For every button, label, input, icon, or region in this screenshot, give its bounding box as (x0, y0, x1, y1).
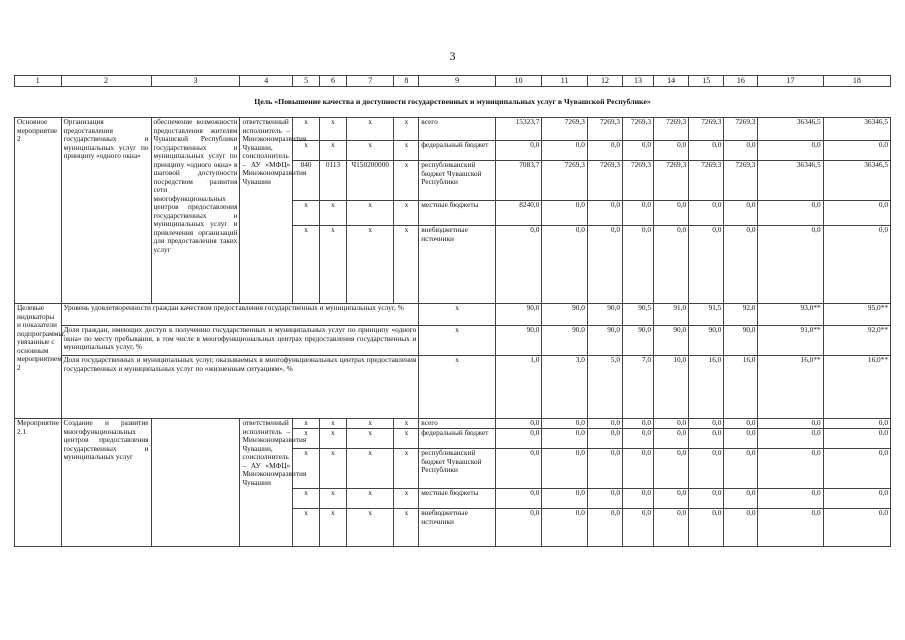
value-cell: 0,0 (495, 141, 542, 161)
event-title: Создание и развитие многофункциональных центров предоставления государственных и муниципальных услуг (61, 419, 151, 547)
budget-code: x (394, 489, 419, 509)
value-cell: 0,0 (758, 419, 823, 429)
value-cell: 0,0 (689, 419, 724, 429)
indicator-text: Доля государственных и муниципальных услуг, оказываемых в многофункциональных центрах предоставления государственных и муниципальных услуг по «жизненным ситуациям», % (61, 356, 419, 419)
budget-code: x (346, 509, 394, 547)
value-cell: 0,0 (758, 449, 823, 489)
value-cell: 0,0 (495, 449, 542, 489)
value-cell: 91,5 (689, 304, 724, 326)
indicator-row (15, 304, 891, 326)
col-num: 11 (542, 76, 588, 87)
value-cell: 16,0 (689, 356, 724, 419)
budget-code: x (394, 419, 419, 429)
event-result: обеспечение возможности предоставления жителям Чувашской Республики государственных и муниципальных услуг по принципу «одного окна» в шаговой доступности посредством развития сети многофункциональных центров предоставления государственных и муниципальных услуг и привлечения организаций для предоставления таких услуг (151, 118, 240, 304)
indicator-row (15, 356, 891, 419)
value-cell: 0,0 (542, 141, 588, 161)
col-num: 14 (654, 76, 689, 87)
value-cell: 90,0 (654, 326, 689, 356)
funding-source: внебюджетные источники (419, 509, 496, 547)
col-num: 16 (724, 76, 758, 87)
value-cell: 0,0 (542, 226, 588, 304)
value-cell: 0,0 (689, 449, 724, 489)
budget-code: x (346, 429, 394, 449)
value-cell: 36346,5 (823, 118, 890, 141)
value-cell: 0,0 (758, 509, 823, 547)
value-cell: 0,0 (724, 141, 758, 161)
value-cell: 0,0 (542, 449, 588, 489)
budget-code: x (320, 449, 347, 489)
value-cell: 10,0 (654, 356, 689, 419)
value-cell: 0,0 (823, 449, 890, 489)
value-cell: 0,0 (724, 449, 758, 489)
column-number-row (15, 76, 891, 87)
value-cell: 0,0 (587, 489, 622, 509)
value-cell: 1,0 (495, 356, 542, 419)
value-cell: 0,0 (495, 226, 542, 304)
value-cell: 90,0 (623, 326, 654, 356)
value-cell: 7269,3 (587, 118, 622, 141)
funding-source: всего (419, 419, 496, 429)
budget-code: x (293, 509, 320, 547)
value-cell: 0,0 (542, 201, 588, 226)
budget-code: x (394, 118, 419, 141)
budget-code: x (293, 141, 320, 161)
event-result (151, 419, 240, 547)
budget-code: x (346, 226, 394, 304)
budget-code: x (394, 161, 419, 201)
budget-code: x (394, 226, 419, 304)
value-cell: 0,0 (724, 419, 758, 429)
value-cell: 0,0 (495, 509, 542, 547)
value-cell: 90,0 (542, 326, 588, 356)
value-cell: 0,0 (654, 429, 689, 449)
value-cell: 0,0 (495, 419, 542, 429)
indicator-x: x (419, 326, 496, 356)
col-num: 15 (689, 76, 724, 87)
value-cell: 7269,3 (623, 161, 654, 201)
value-cell: 8240,0 (495, 201, 542, 226)
event-name: Основное мероприятие 2 (15, 118, 62, 304)
value-cell: 7269,3 (654, 118, 689, 141)
funding-source: федеральный бюджет (419, 141, 496, 161)
value-cell: 91,0** (758, 326, 823, 356)
budget-code: x (320, 201, 347, 226)
goal-row (15, 87, 891, 118)
value-cell: 0,0 (758, 489, 823, 509)
indicator-x: x (419, 304, 496, 326)
budget-code: x (320, 419, 347, 429)
budget-code: x (394, 449, 419, 489)
value-cell: 0,0 (823, 509, 890, 547)
funding-source: внебюджетные источники (419, 226, 496, 304)
col-num: 2 (61, 76, 151, 87)
budget-code: x (320, 141, 347, 161)
value-cell: 0,0 (654, 449, 689, 489)
value-cell: 90,5 (623, 304, 654, 326)
value-cell: 0,0 (623, 201, 654, 226)
value-cell: 0,0 (758, 226, 823, 304)
value-cell: 0,0 (587, 449, 622, 489)
budget-code: x (346, 141, 394, 161)
value-cell: 0,0 (542, 489, 588, 509)
value-cell: 0,0 (623, 419, 654, 429)
value-cell: 0,0 (823, 429, 890, 449)
value-cell: 7269,3 (724, 161, 758, 201)
value-cell: 90,0 (689, 326, 724, 356)
col-num: 10 (495, 76, 542, 87)
indicator-text: Уровень удовлетворенности граждан качеством предоставления государственных и муниципальных услуг, % (61, 304, 419, 326)
value-cell: 0,0 (623, 449, 654, 489)
col-num: 6 (320, 76, 347, 87)
value-cell: 36346,5 (823, 161, 890, 201)
budget-code: x (346, 201, 394, 226)
value-cell: 91,0 (654, 304, 689, 326)
value-cell: 7269,3 (542, 118, 588, 141)
value-cell: 0,0 (623, 509, 654, 547)
col-num: 17 (758, 76, 823, 87)
budget-code: x (293, 489, 320, 509)
value-cell: 0,0 (542, 419, 588, 429)
value-cell: 0,0 (724, 489, 758, 509)
value-cell: 0,0 (654, 226, 689, 304)
budget-code: x (293, 201, 320, 226)
col-num: 18 (823, 76, 890, 87)
value-cell: 16,0** (758, 356, 823, 419)
value-cell: 0,0 (587, 226, 622, 304)
value-cell: 15323,7 (495, 118, 542, 141)
event-executor: ответственный исполнитель – Минэкономразвития Чувашии, соисполнитель – АУ «МФЦ» Минэкономразвития Чувашии (240, 118, 293, 304)
value-cell: 5,0 (587, 356, 622, 419)
value-cell: 7269,3 (689, 161, 724, 201)
budget-code: x (346, 489, 394, 509)
value-cell: 90,0 (542, 304, 588, 326)
col-num: 12 (587, 76, 622, 87)
col-num: 3 (151, 76, 240, 87)
value-cell: 0,0 (542, 429, 588, 449)
value-cell: 0,0 (623, 226, 654, 304)
table-row (15, 118, 891, 141)
budget-code: x (346, 118, 394, 141)
budget-code: x (394, 201, 419, 226)
value-cell: 0,0 (623, 141, 654, 161)
value-cell: 0,0 (823, 489, 890, 509)
col-num: 5 (293, 76, 320, 87)
value-cell: 0,0 (689, 226, 724, 304)
budget-code: x (346, 419, 394, 429)
budget-code: x (320, 118, 347, 141)
indicator-x: x (419, 356, 496, 419)
value-cell: 92,0 (724, 304, 758, 326)
budget-code: x (320, 429, 347, 449)
event-title: Организация предоставления государственных и муниципальных услуг по принципу «одного окна» (61, 118, 151, 304)
funding-source: местные бюджеты (419, 201, 496, 226)
funding-source: республиканский бюджет Чувашской Республики (419, 161, 496, 201)
budget-code: x (293, 449, 320, 489)
value-cell: 0,0 (495, 489, 542, 509)
value-cell: 0,0 (823, 226, 890, 304)
budget-code: x (293, 429, 320, 449)
budget-code: x (394, 509, 419, 547)
funding-source: республиканский бюджет Чувашской Республики (419, 449, 496, 489)
col-num: 13 (623, 76, 654, 87)
value-cell: 7269,3 (587, 161, 622, 201)
value-cell: 0,0 (823, 141, 890, 161)
event-name: Мероприятие 2.1 (15, 419, 62, 547)
value-cell: 0,0 (689, 489, 724, 509)
value-cell: 90,0 (495, 326, 542, 356)
value-cell: 0,0 (495, 429, 542, 449)
value-cell: 0,0 (587, 419, 622, 429)
value-cell: 0,0 (823, 419, 890, 429)
value-cell: 0,0 (689, 509, 724, 547)
budget-code: x (320, 489, 347, 509)
value-cell: 0,0 (587, 141, 622, 161)
indicators-label: Целевые индикаторы и показатели подпрограммы, увязанные с основным мероприятием 2 (15, 304, 62, 419)
value-cell: 16,0 (724, 356, 758, 419)
col-num: 9 (419, 76, 496, 87)
col-num: 7 (346, 76, 394, 87)
value-cell: 0,0 (654, 509, 689, 547)
value-cell: 0,0 (758, 141, 823, 161)
value-cell: 3,0 (542, 356, 588, 419)
value-cell: 7269,3 (542, 161, 588, 201)
page-number: 3 (449, 49, 456, 63)
value-cell: 0,0 (823, 201, 890, 226)
value-cell: 0,0 (689, 141, 724, 161)
funding-source: всего (419, 118, 496, 141)
value-cell: 0,0 (654, 489, 689, 509)
value-cell: 7083,7 (495, 161, 542, 201)
value-cell: 0,0 (654, 201, 689, 226)
value-cell: 7269,3 (623, 118, 654, 141)
value-cell: 90,0 (724, 326, 758, 356)
budget-code: x (293, 419, 320, 429)
value-cell: 0,0 (689, 429, 724, 449)
value-cell: 90,0 (587, 304, 622, 326)
value-cell: 7269,3 (689, 118, 724, 141)
value-cell: 0,0 (654, 141, 689, 161)
value-cell: 7269,3 (654, 161, 689, 201)
col-num: 8 (394, 76, 419, 87)
budget-code: 0113 (320, 161, 347, 201)
value-cell: 0,0 (587, 201, 622, 226)
value-cell: 90,0 (587, 326, 622, 356)
value-cell: 36346,5 (758, 161, 823, 201)
value-cell: 0,0 (689, 201, 724, 226)
value-cell: 95,0** (823, 304, 890, 326)
value-cell: 0,0 (724, 509, 758, 547)
budget-code: x (320, 509, 347, 547)
budget-code: x (320, 226, 347, 304)
value-cell: 0,0 (623, 489, 654, 509)
col-num: 1 (15, 76, 62, 87)
table-row (15, 419, 891, 429)
value-cell: 0,0 (587, 429, 622, 449)
indicator-row (15, 326, 891, 356)
value-cell: 16,0** (823, 356, 890, 419)
budget-table (14, 75, 891, 547)
value-cell: 0,0 (587, 509, 622, 547)
value-cell: 7,0 (623, 356, 654, 419)
value-cell: 0,0 (654, 419, 689, 429)
budget-code: x (293, 118, 320, 141)
event-executor: ответственный исполнитель – Минэкономразвития Чувашии, соисполнитель – АУ «МФЦ» Минэкономразвития Чувашии (240, 419, 293, 547)
value-cell: 0,0 (724, 201, 758, 226)
funding-source: федеральный бюджет (419, 429, 496, 449)
value-cell: 0,0 (623, 429, 654, 449)
value-cell: 36346,5 (758, 118, 823, 141)
budget-code: x (293, 226, 320, 304)
budget-code: 840 (293, 161, 320, 201)
indicator-text: Доля граждан, имеющих доступ к получению государственных и муниципальных услуг по принципу «одного окна» по месту пребывания, в том числе в многофункциональных центрах предоставления государственных и муниципальных услуг, % (61, 326, 419, 356)
funding-source: местные бюджеты (419, 489, 496, 509)
goal-title: Цель «Повышение качества и доступности государственных и муниципальных услуг в Чувашской Республике» (15, 87, 891, 118)
value-cell: 0,0 (542, 509, 588, 547)
value-cell: 0,0 (758, 429, 823, 449)
col-num: 4 (240, 76, 293, 87)
value-cell: 0,0 (724, 429, 758, 449)
budget-code: x (346, 449, 394, 489)
budget-code: Ч150200000 (346, 161, 394, 201)
value-cell: 93,0** (758, 304, 823, 326)
value-cell: 90,0 (495, 304, 542, 326)
value-cell: 92,0** (823, 326, 890, 356)
budget-code: x (394, 429, 419, 449)
value-cell: 0,0 (724, 226, 758, 304)
value-cell: 7269,3 (724, 118, 758, 141)
budget-code: x (394, 141, 419, 161)
value-cell: 0,0 (758, 201, 823, 226)
